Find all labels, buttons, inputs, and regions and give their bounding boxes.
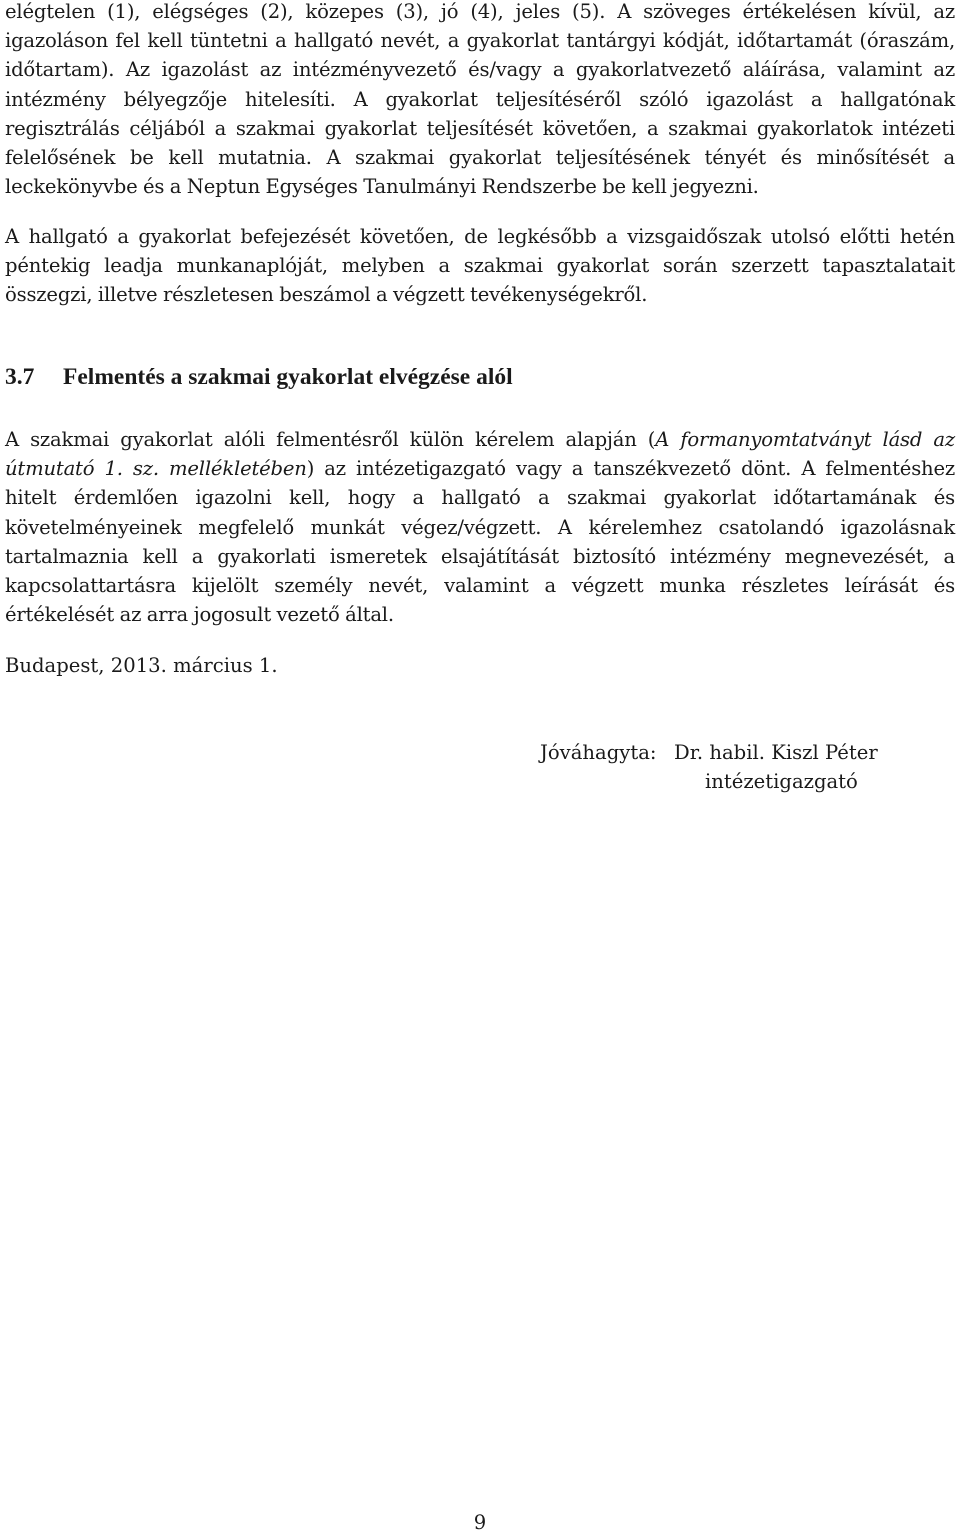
approver-name: Dr. habil. Kiszl Péter <box>674 741 878 764</box>
exemption-text-end: ) az intézetigazgató vagy a tanszékvezető dönt. A felmentéshez hitelt érdemlően igazolni kell, hogy a hallgató a szakmai gyakorlat időtartamának és követelményeinek megfelelő munkát végez/végzett. A kérelemhez csatolandó igazolásnak tartalmaznia kell a gyakorlati ismeretek elsajátítását biztosító intézmény megnevezését, a kapcsolattartásra kijelölt személy nevét, valamint a végzett munka részletes leírását és értékelését az arra jogosult vezető által. <box>5 457 955 627</box>
paragraph-work-log: A hallgató a gyakorlat befejezését követően, de legkésőbb a vizsgaidőszak utolsó előtti hetén péntekig leadja munkanaplóját, melyben a szakmai gyakorlat során szerzett tapasztalatait összegzi, illetve részletesen beszámol a végzett tevékenységekről. <box>5 225 955 307</box>
sentence-neptun-entry: A szakmai gyakorlat teljesítésének tényét és minősítését a leckekönyvbe és a Neptun Egységes Tanulmányi Rendszerbe be kell jegyezni. <box>5 146 956 199</box>
section-number: 3.7 <box>5 364 35 390</box>
section-title: Felmentés a szakmai gyakorlat elvégzése alól <box>63 364 513 390</box>
exemption-text-start: A szakmai gyakorlat alóli felmentésről külön kérelem alapján ( <box>5 428 656 451</box>
page-number: 9 <box>473 1511 487 1534</box>
sentence-certificate-registration: A gyakorlat teljesítéséről szóló igazolást a hallgatónak regisztrálás céljából a szakmai gyakorlat teljesítését követően, a szakmai gyakorlatok intézeti felelősének be kell mutatnia. <box>5 87 955 170</box>
approver-role: intézetigazgató <box>705 770 858 793</box>
sentence-certificate-authentication: Az igazolást az intézményvezető és/vagy a gyakorlatvezető aláírása, valamint az intézmény bélyegzője hitelesíti. <box>5 58 956 111</box>
approval-label: Jóváhagyta: <box>540 741 657 764</box>
place-and-date: Budapest, 2013. március 1. <box>5 654 278 677</box>
section-heading <box>5 364 513 391</box>
exemption-form-reference: A formanyomtatványt lásd az útmutató 1. sz. mellékletében <box>5 428 955 481</box>
paragraph-exemption <box>5 425 955 629</box>
paragraph-grading-and-certificate <box>5 0 955 201</box>
sentence-grading-scale: elégtelen (1), elégséges (2), közepes (3), jó (4), jeles (5). A szöveges értékelésen kívül, az igazoláson fel kell tüntetni a hallgató nevét, a gyakorlat tantárgyi kódját, időtartamát (óraszám, időtartam). <box>5 0 955 82</box>
